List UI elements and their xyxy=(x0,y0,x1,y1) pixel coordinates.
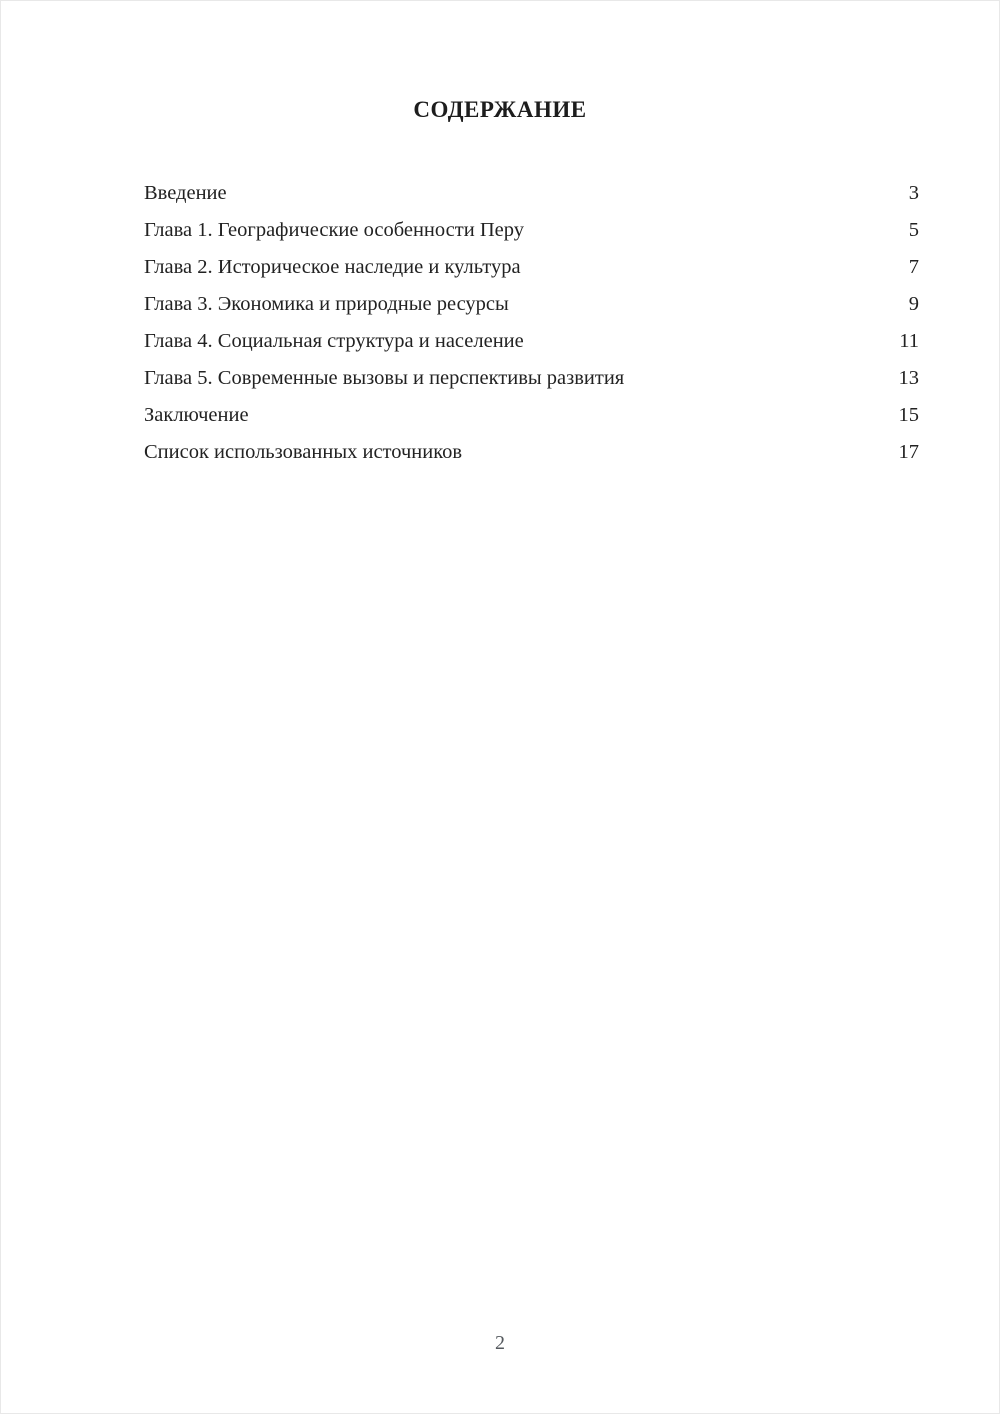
table-of-contents xyxy=(1,175,999,471)
toc-entry-page-number: 9 xyxy=(908,293,919,315)
toc-entry xyxy=(144,175,919,212)
toc-entry xyxy=(144,212,919,249)
toc-entry-title: Глава 3. Экономика и природные ресурсы xyxy=(144,293,509,315)
toc-entry xyxy=(144,323,919,360)
toc-entry xyxy=(144,434,919,471)
toc-entry-title: Заключение xyxy=(144,404,249,426)
page-number: 2 xyxy=(495,1332,505,1354)
toc-entry-page-number: 11 xyxy=(899,330,919,352)
toc-entry-page-number: 17 xyxy=(898,441,919,463)
toc-entry xyxy=(144,397,919,434)
toc-entry-page-number: 5 xyxy=(908,219,919,241)
toc-entry-page-number: 7 xyxy=(908,256,919,278)
toc-entry-title: Глава 1. Географические особенности Перу xyxy=(144,219,524,241)
toc-entry xyxy=(144,360,919,397)
toc-entry-title: Глава 5. Современные вызовы и перспективы развития xyxy=(144,367,625,389)
toc-entry xyxy=(144,249,919,286)
toc-entry-page-number: 13 xyxy=(898,367,919,389)
toc-entry-title: Список использованных источников xyxy=(144,441,463,463)
page-title: СОДЕРЖАНИЕ xyxy=(413,97,587,122)
toc-entry xyxy=(144,286,919,323)
toc-entry-page-number: 3 xyxy=(908,182,919,204)
toc-entry-title: Глава 4. Социальная структура и население xyxy=(144,330,524,352)
toc-entry-title: Глава 2. Историческое наследие и культура xyxy=(144,256,521,278)
toc-entry-title: Введение xyxy=(144,182,227,204)
toc-entry-page-number: 15 xyxy=(898,404,919,426)
